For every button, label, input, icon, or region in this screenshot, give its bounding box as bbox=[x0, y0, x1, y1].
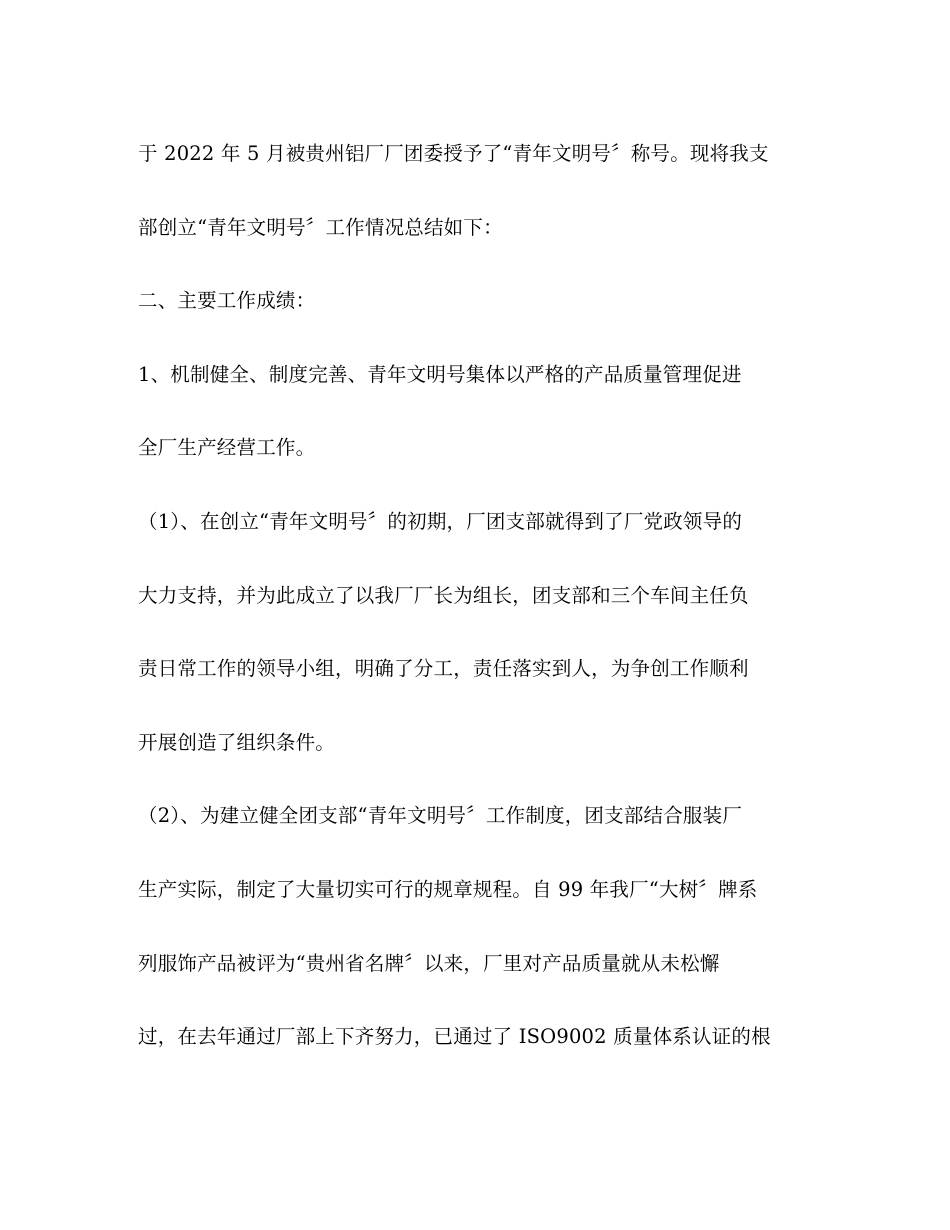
section-heading: 二、主要工作成绩： bbox=[138, 289, 316, 313]
text-line: 部创立“青年文明号〞工作情况总结如下： bbox=[138, 215, 503, 239]
text-line: 开展创造了组织条件。 bbox=[138, 730, 336, 754]
text-line: 1、机制健全、制度完善、青年文明号集体以严格的产品质量管理促进 bbox=[138, 362, 742, 386]
text-line: 大力支持，并为此成立了以我厂厂长为组长，团支部和三个车间主任负 bbox=[138, 583, 749, 607]
text-line: 于 2022 年 5 月被贵州铝厂厂团委授予了“青年文明号〞称号。现将我支 bbox=[138, 142, 769, 165]
text-line: 过，在去年通过厂部上下齐努力，已通过了 ISO9002 质量体系认证的根 bbox=[138, 1025, 771, 1049]
text-line: 责日常工作的领导小组，明确了分工，责任落实到人，为争创工作顺利 bbox=[138, 657, 749, 681]
text-line: （1）、在创立“青年文明号〞的初期，厂团支部就得到了厂党政领导的 bbox=[138, 509, 743, 533]
document-body bbox=[138, 136, 818, 1093]
text-line: 生产实际，制定了大量切实可行的规章规程。自 99 年我厂“大树〞牌系 bbox=[138, 877, 758, 901]
text-line: （2）、为建立健全团支部“青年文明号〞工作制度，团支部结合服装厂 bbox=[138, 804, 743, 828]
text-line: 列服饰产品被评为“贵州省名牌〞以来，厂里对产品质量就从未松懈 bbox=[138, 951, 720, 975]
text-line: 全厂生产经营工作。 bbox=[138, 436, 316, 460]
